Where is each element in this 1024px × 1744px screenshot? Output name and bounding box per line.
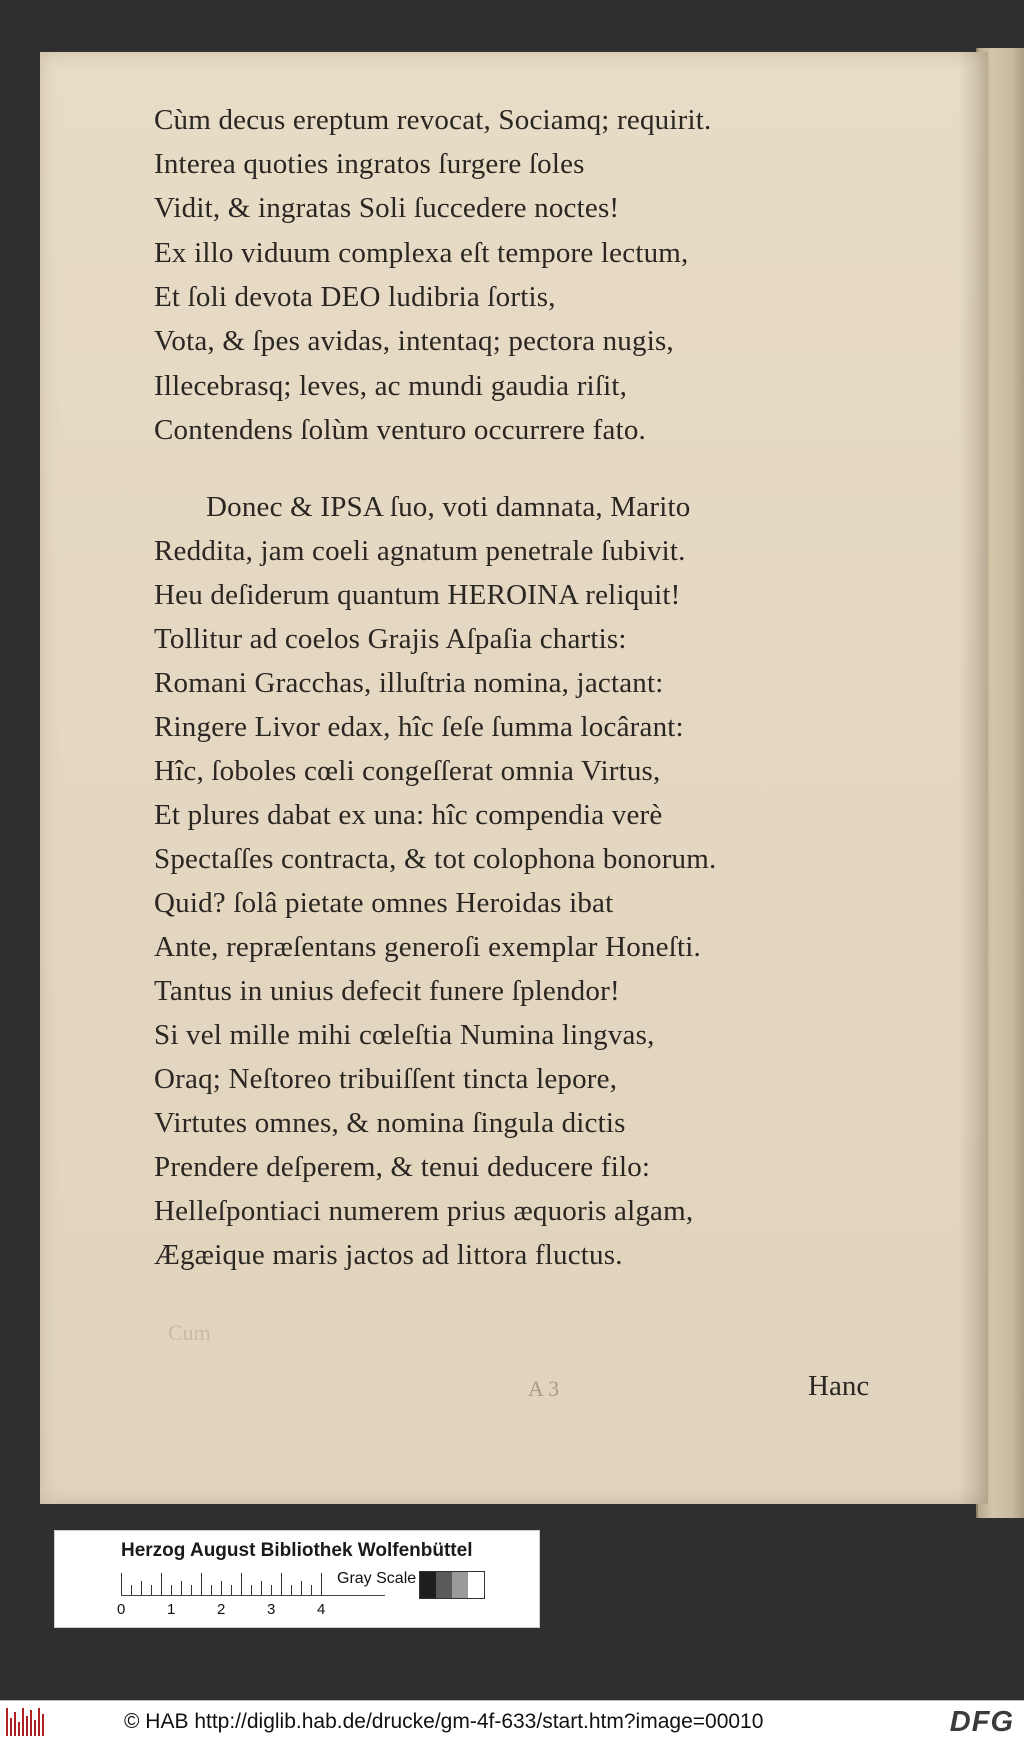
ruler-tick — [291, 1585, 292, 1595]
ruler-label: 2 — [217, 1601, 226, 1618]
page-signature: A 3 — [528, 1376, 560, 1401]
text-line: Interea quoties ingratos ſurgere ſoles — [154, 148, 585, 180]
ruler-label: 1 — [167, 1601, 176, 1618]
catchword: Hanc — [808, 1370, 870, 1402]
gray-scale-strip — [419, 1571, 485, 1599]
dfg-logo: DFG — [949, 1706, 1014, 1738]
ruler-tick — [161, 1573, 162, 1595]
ruler-tick — [251, 1585, 252, 1595]
text-line: Reddita, jam coeli agnatum penetrale ſubivit. — [154, 535, 686, 567]
hab-logo-icon — [6, 1708, 46, 1736]
ruler-label: 0 — [117, 1601, 126, 1618]
text-line: Si vel mille mihi cœleſtia Numina lingvas, — [154, 1019, 655, 1051]
gray-scale-label: Gray Scale — [337, 1570, 417, 1587]
ruler-tick — [321, 1573, 322, 1595]
text-line: Ante, repræſentans generoſi exemplar Honeſti. — [154, 931, 701, 963]
text-line: Virtutes omnes, & nomina ſingula dictis — [154, 1107, 626, 1139]
ruler-tick — [181, 1581, 182, 1595]
gray-swatch — [468, 1572, 484, 1598]
text-line: Heu deſiderum quantum HEROINA reliquit! — [154, 579, 681, 611]
footer-bar — [0, 1700, 1024, 1744]
text-line: Helleſpontiaci numerem prius æquoris algam, — [154, 1195, 694, 1227]
ruler-tick — [271, 1585, 272, 1595]
text-line: Spectaſſes contracta, & tot colophona bonorum. — [154, 843, 717, 875]
gray-swatch — [420, 1572, 436, 1598]
text-line: Illecebrasq; leves, ac mundi gaudia riſit, — [154, 370, 628, 402]
text-line: Et ſoli devota DEO ludibria ſortis, — [154, 281, 556, 313]
bleed-through-text: Cum — [168, 1320, 211, 1345]
text-line: Ex illo viduum complexa eſt tempore lectum, — [154, 237, 689, 269]
ruler-tick — [241, 1573, 242, 1595]
text-line: Romani Gracchas, illuſtria nomina, jactant: — [154, 667, 664, 699]
copyright-link[interactable]: © HAB http://diglib.hab.de/drucke/gm-4f-633/start.htm?image=00010 — [124, 1710, 764, 1733]
text-line: Prendere deſperem, & tenui deducere filo: — [154, 1151, 651, 1183]
text-line: Hîc, ſoboles cœli congeſſerat omnia Virtus, — [154, 755, 661, 787]
text-line: Ægæique maris jactos ad littora fluctus. — [154, 1239, 623, 1271]
ruler-tick — [311, 1585, 312, 1595]
text-line: Vidit, & ingratas Soli ſuccedere noctes! — [154, 192, 620, 224]
text-line: Ringere Livor edax, hîc ſeſe ſumma locârant: — [154, 711, 684, 743]
ruler-tick — [211, 1585, 212, 1595]
color-scale-target — [54, 1530, 540, 1628]
ruler-tick — [191, 1585, 192, 1595]
ruler-tick — [151, 1585, 152, 1595]
ruler-tick — [231, 1585, 232, 1595]
gray-swatch — [452, 1572, 468, 1598]
ruler-tick — [141, 1581, 142, 1595]
text-line: Tollitur ad coelos Grajis Aſpaſia chartis: — [154, 623, 627, 655]
ruler-tick — [171, 1585, 172, 1595]
page-binding-shadow — [958, 52, 988, 1504]
ruler-tick — [281, 1573, 282, 1595]
ruler-tick — [301, 1581, 302, 1595]
ruler-label: 3 — [267, 1601, 276, 1618]
text-line: Donec & IPSA ſuo, voti damnata, Marito — [206, 491, 691, 523]
ruler-label: 4 — [317, 1601, 326, 1618]
text-line: Vota, & ſpes avidas, intentaq; pectora nugis, — [154, 325, 674, 357]
ruler-tick — [201, 1573, 202, 1595]
text-line: Quid? ſolâ pietate omnes Heroidas ibat — [154, 887, 614, 919]
text-line: Tantus in unius defecit funere ſplendor! — [154, 975, 620, 1007]
library-name: Herzog August Bibliothek Wolfenbüttel — [121, 1540, 473, 1561]
text-line: Contendens ſolùm venturo occurrere fato. — [154, 414, 646, 446]
gray-swatch — [436, 1572, 452, 1598]
ruler-tick — [261, 1581, 262, 1595]
ruler-tick — [221, 1581, 222, 1595]
text-line: Et plures dabat ex una: hîc compendia verè — [154, 799, 663, 831]
ruler-tick — [131, 1585, 132, 1595]
ruler-tick — [121, 1573, 122, 1595]
text-line: Cùm decus ereptum revocat, Sociamq; requirit. — [154, 104, 712, 136]
text-line: Oraq; Neſtoreo tribuiſſent tincta lepore, — [154, 1063, 618, 1095]
